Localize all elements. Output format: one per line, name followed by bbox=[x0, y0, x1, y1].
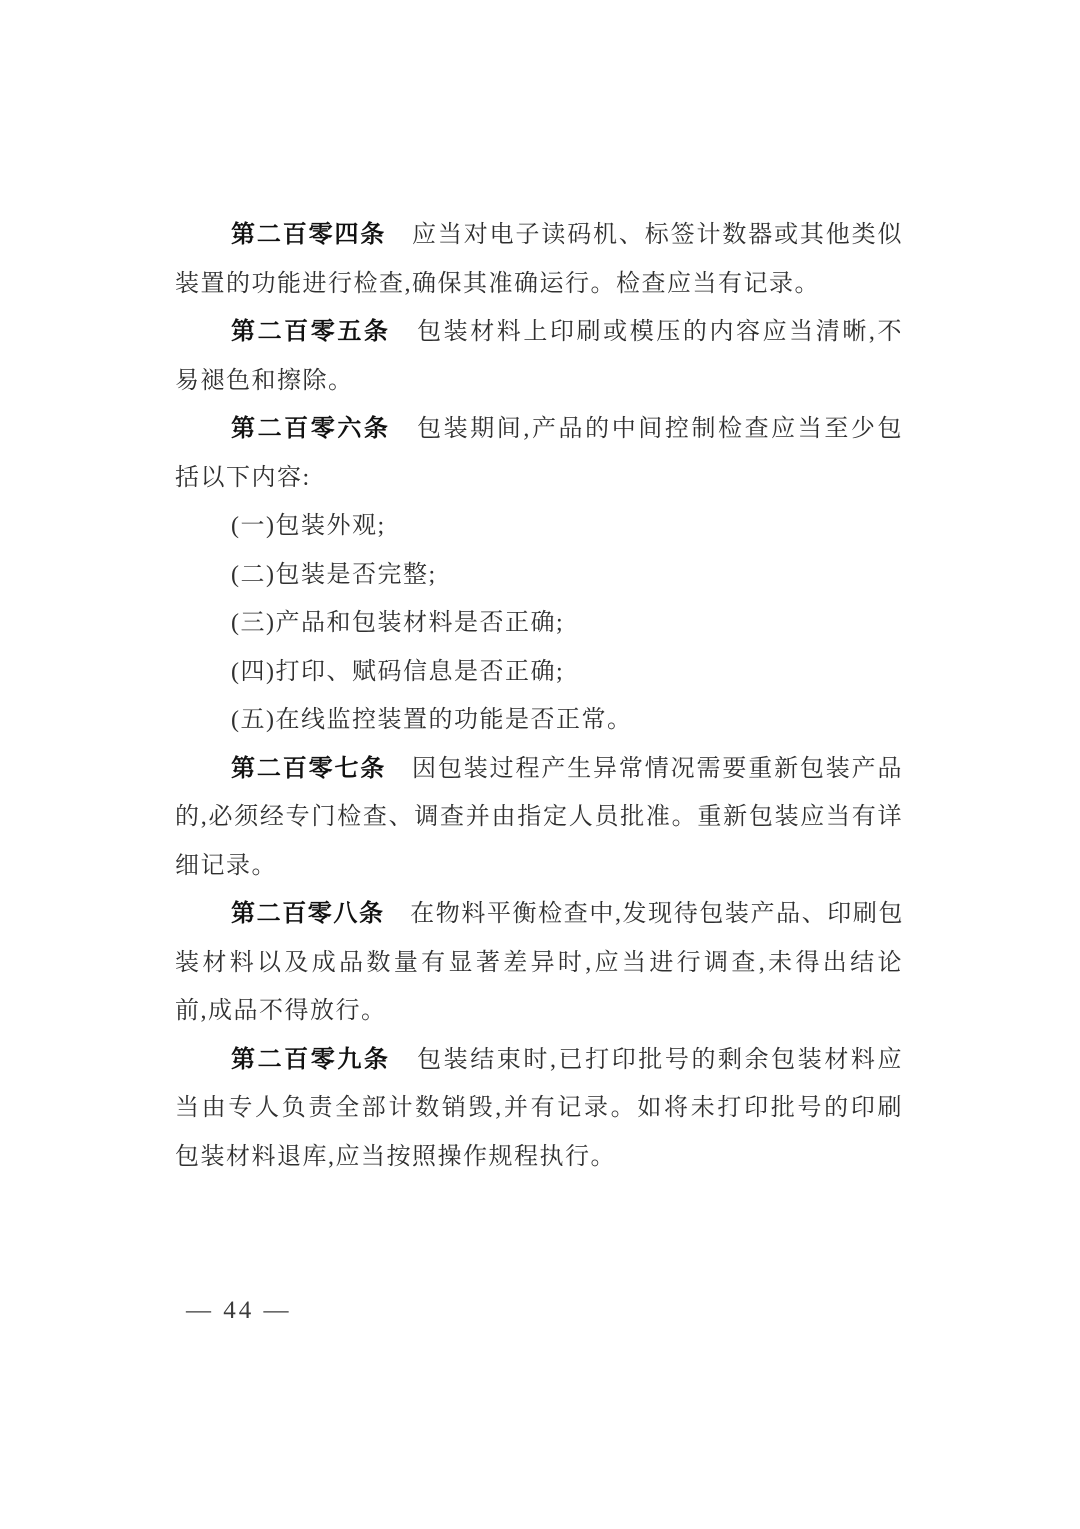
line-text: 因包装过程产生异常情况需要重新包装产品 bbox=[386, 755, 904, 782]
article-line-209 bbox=[175, 1036, 903, 1085]
document-line bbox=[175, 1084, 903, 1133]
article-line-205 bbox=[175, 308, 903, 357]
line-text: 应当对电子读码机、标签计数器或其他类似 bbox=[386, 222, 904, 248]
document-line bbox=[175, 939, 903, 988]
list-item-1 bbox=[175, 502, 903, 551]
article-line-207 bbox=[175, 745, 903, 794]
list-item-3 bbox=[175, 599, 903, 648]
line-text: 装置的功能进行检查,确保其准确运行。检查应当有记录。 bbox=[175, 270, 820, 297]
document-line bbox=[175, 1133, 903, 1182]
line-text: 易褪色和擦除。 bbox=[175, 367, 354, 394]
article-line-204 bbox=[175, 211, 903, 260]
line-text: 包装结束时,已打印批号的剩余包装材料应 bbox=[390, 1046, 904, 1073]
article-number-204: 第二百零四条 bbox=[231, 221, 387, 248]
line-text: 装材料以及成品数量有显著差异时,应当进行调查,未得出结论 bbox=[175, 949, 903, 976]
line-text: 在物料平衡检查中,发现待包装产品、印刷包 bbox=[384, 901, 903, 927]
line-text: 包装材料退库,应当按照操作规程执行。 bbox=[175, 1143, 616, 1170]
document-line bbox=[175, 793, 903, 842]
line-text: 包装期间,产品的中间控制检查应当至少包 bbox=[390, 416, 904, 442]
line-text: (一)包装外观; bbox=[231, 513, 386, 539]
line-text: (四)打印、赋码信息是否正确; bbox=[231, 658, 565, 685]
list-item-2 bbox=[175, 551, 903, 600]
article-line-208 bbox=[175, 890, 903, 939]
document-line bbox=[175, 260, 903, 309]
line-text: 细记录。 bbox=[175, 852, 277, 879]
document-line bbox=[175, 842, 903, 891]
article-number-208: 第二百零八条 bbox=[231, 900, 385, 927]
article-number-205: 第二百零五条 bbox=[231, 318, 391, 345]
line-text: 当由专人负责全部计数销毁,并有记录。如将未打印批号的印刷 bbox=[175, 1095, 903, 1121]
article-line-206 bbox=[175, 405, 903, 454]
document-body bbox=[175, 211, 903, 1181]
article-number-206: 第二百零六条 bbox=[231, 415, 391, 442]
list-item-4 bbox=[175, 648, 903, 697]
article-number-207: 第二百零七条 bbox=[231, 754, 387, 782]
line-text: (三)产品和包装材料是否正确; bbox=[231, 610, 565, 636]
line-text: 包装材料上印刷或模压的内容应当清晰,不 bbox=[390, 319, 904, 345]
line-text: 前,成品不得放行。 bbox=[175, 998, 387, 1024]
line-text: 括以下内容: bbox=[175, 464, 311, 491]
document-line bbox=[175, 357, 903, 406]
line-text: 的,必须经专门检查、调查并由指定人员批准。重新包装应当有详 bbox=[175, 804, 903, 830]
page-number: — 44 — bbox=[186, 1297, 292, 1324]
document-line bbox=[175, 454, 903, 503]
document-line bbox=[175, 987, 903, 1036]
line-text: (二)包装是否完整; bbox=[231, 561, 437, 588]
article-number-209: 第二百零九条 bbox=[231, 1045, 391, 1073]
line-text: (五)在线监控装置的功能是否正常。 bbox=[231, 707, 633, 733]
list-item-5 bbox=[175, 696, 903, 745]
